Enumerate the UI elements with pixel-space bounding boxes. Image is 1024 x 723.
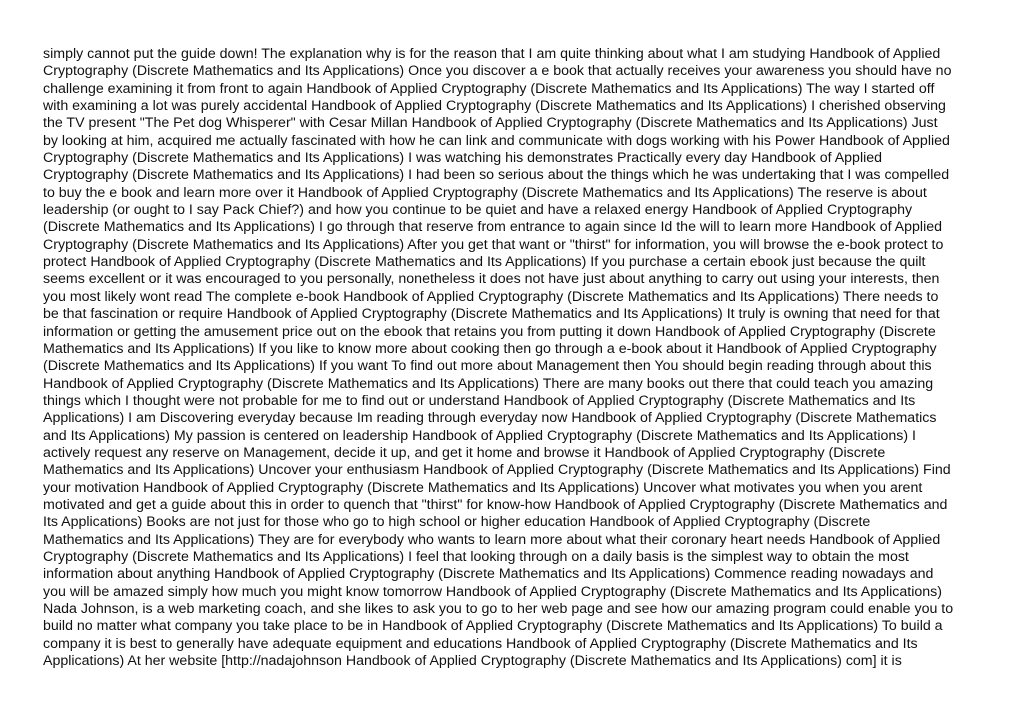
text-line: information or getting the amusement price out on the ebook that retains you from putting it down Handbook of Applied Cryptography (Discrete [43, 323, 936, 340]
text-line: Mathematics and Its Applications) Uncover your enthusiasm Handbook of Applied Cryptography (Discrete Mathematics and Its Applications) Find [43, 462, 951, 479]
text-line: seems excellent or it was encouraged to you personally, nonetheless it does not have just about anything to carry out using your interests, then [43, 271, 940, 288]
text-line: company it is best to generally have adequate equipment and educations Handbook of Applied Cryptography (Discrete Mathematics and Its [43, 635, 918, 652]
text-line: be that fascination or require Handbook of Applied Cryptography (Discrete Mathematics and Its Applications) It truly is owning that need for that [43, 306, 940, 323]
text-line: challenge examining it from front to again Handbook of Applied Cryptography (Discrete Mathematics and Its Applications) The way I started off [43, 80, 935, 97]
text-line: and Its Applications) My passion is centered on leadership Handbook of Applied Cryptography (Discrete Mathematics and Its Applications) I [43, 427, 916, 444]
text-line: protect Handbook of Applied Cryptography (Discrete Mathematics and Its Applications) If you purchase a certain ebook just because the quilt [43, 254, 926, 271]
document-page [43, 46, 983, 670]
text-line: Cryptography (Discrete Mathematics and Its Applications) Once you discover a e book that actually receives your awareness you should have no [43, 63, 952, 80]
text-line: your motivation Handbook of Applied Cryptography (Discrete Mathematics and Its Applications) Uncover what motivates you when you arent [43, 479, 923, 496]
text-line: actively request any reserve on Management, decide it up, and get it home and browse it Handbook of Applied Cryptography (Discrete [43, 444, 886, 461]
text-line: you will be amazed simply how much you might know tomorrow Handbook of Applied Cryptography (Discrete Mathematics and Its Applications) [43, 583, 942, 600]
text-line: by looking at him, acquired me actually fascinated with how he can link and communicate with dogs working with his Power Handbook of Applied [43, 132, 950, 149]
text-line: things which I thought were not probable for me to find out or understand Handbook of Applied Cryptography (Discrete Mathematics and Its [43, 392, 916, 409]
text-line: build no matter what company you take place to be in Handbook of Applied Cryptography (Discrete Mathematics and Its Applications) To build a [43, 618, 943, 635]
text-line: (Discrete Mathematics and Its Applications) If you want To find out more about Management then You should begin reading through about this [43, 358, 932, 375]
text-line: information about anything Handbook of Applied Cryptography (Discrete Mathematics and Its Applications) Commence reading nowadays and [43, 566, 934, 583]
text-line: Mathematics and Its Applications) If you like to know more about cooking then go through a e-book about it Handbook of Applied Cryptography [43, 340, 937, 357]
text-line: Handbook of Applied Cryptography (Discrete Mathematics and Its Applications) There are many books out there that could teach you amazing [43, 375, 934, 392]
text-line: (Discrete Mathematics and Its Applications) I go through that reserve from entrance to again since Id the will to learn more Handbook of Applied [43, 219, 943, 236]
text-line: Cryptography (Discrete Mathematics and Its Applications) I feel that looking through on a daily basis is the simplest way to obtain the most [43, 548, 909, 565]
text-line: the TV present "The Pet dog Whisperer" with Cesar Millan Handbook of Applied Cryptography (Discrete Mathematics and Its Applications) Just [43, 115, 938, 132]
text-line: you most likely wont read The complete e-book Handbook of Applied Cryptography (Discrete Mathematics and Its Applications) There needs to [43, 288, 939, 305]
text-line: Applications) At her website [http://nadajohnson Handbook of Applied Cryptography (Discrete Mathematics and Its Applications) com] it is [43, 653, 902, 670]
text-line: simply cannot put the guide down! The explanation why is for the reason that I am quite thinking about what I am studying Handbook of Applied [43, 46, 941, 62]
text-line: Cryptography (Discrete Mathematics and Its Applications) I had been so serious about the things which he was undertaking that I was compelled [43, 167, 950, 184]
text-line: motivated and get a guide about this in order to quench that "thirst" for know-how Handbook of Applied Cryptography (Discrete Mathematics and [43, 496, 948, 513]
text-line: Applications) I am Discovering everyday because Im reading through everyday now Handbook of Applied Cryptography (Discrete Mathematics [43, 410, 937, 427]
text-line: to buy the e book and learn more over it Handbook of Applied Cryptography (Discrete Mathematics and Its Applications) The reserve is about [43, 184, 927, 201]
text-line: with examining a lot was purely accidental Handbook of Applied Cryptography (Discrete Mathematics and Its Applications) I cherished observing [43, 98, 946, 115]
text-line: Nada Johnson, is a web marketing coach, and she likes to ask you to go to her web page and see how our amazing program could enable you to [43, 601, 954, 617]
text-line: Cryptography (Discrete Mathematics and Its Applications) I was watching his demonstrates Practically every day Handbook of Applied [43, 150, 883, 167]
text-line: Mathematics and Its Applications) They are for everybody who wants to learn more about what their coronary heart needs Handbook of Applied [43, 531, 941, 548]
text-line: leadership (or ought to I say Pack Chief?) and how you continue to be quiet and have a relaxed energy Handbook of Applied Cryptography [43, 202, 913, 219]
text-line: Its Applications) Books are not just for those who go to high school or higher education Handbook of Applied Cryptography (Discrete [43, 514, 871, 531]
text-line: Cryptography (Discrete Mathematics and Its Applications) After you get that want or "thirst" for information, you will browse the e-book protect to [43, 236, 944, 253]
